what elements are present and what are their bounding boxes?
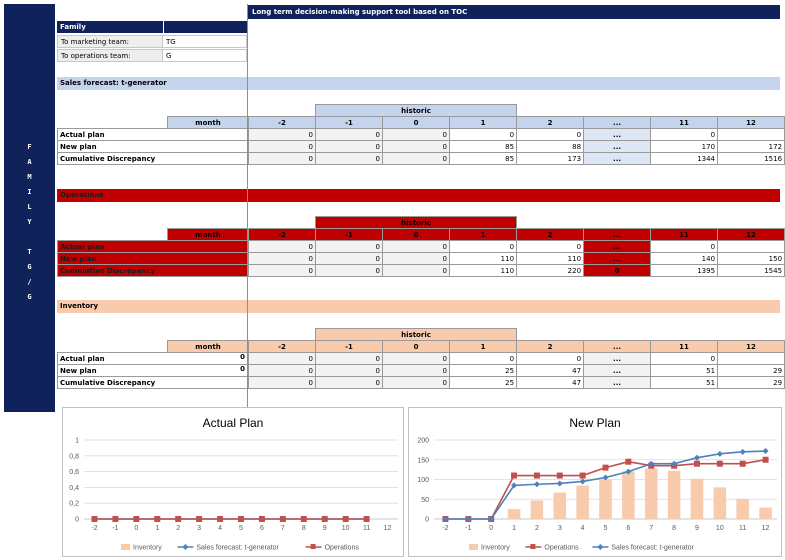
row-label: New plan — [60, 366, 97, 375]
table-row — [58, 377, 785, 389]
operations-team-row — [57, 49, 247, 62]
value-cell[interactable]: ... — [584, 153, 651, 165]
month-cell: 1 — [450, 229, 517, 241]
inventory-bar — [645, 468, 658, 519]
value-cell[interactable]: 0 — [383, 353, 450, 365]
row-label: Cumulative Discrepancy — [60, 154, 156, 163]
historic-header: historic — [316, 329, 517, 341]
x-tick-label: 12 — [761, 525, 770, 532]
operations-marker — [740, 461, 746, 467]
x-tick-label: 3 — [197, 525, 202, 532]
sidebar-letter — [4, 230, 55, 245]
value-cell[interactable]: 0 — [383, 365, 450, 377]
table-row — [58, 253, 785, 265]
inv-table — [57, 328, 785, 389]
y-tick-label: 50 — [421, 496, 429, 504]
inventory-bar — [531, 500, 544, 519]
value-cell[interactable]: 0 — [383, 377, 450, 389]
value-cell[interactable]: 85 — [450, 153, 517, 165]
y-tick-label: 0,6 — [69, 469, 79, 477]
value-cell[interactable]: 150 — [718, 253, 785, 265]
inventory-bar — [576, 485, 589, 519]
y-tick-label: 100 — [417, 477, 429, 484]
operations-marker — [534, 473, 540, 479]
y-tick-label: 200 — [417, 437, 429, 445]
value-cell[interactable] — [718, 353, 785, 365]
x-tick-label: 0 — [489, 525, 494, 532]
x-tick-label: 9 — [322, 525, 327, 532]
y-tick-label: 0,2 — [69, 500, 79, 508]
sidebar-letter: Y — [27, 218, 32, 226]
sidebar-letter: I — [27, 188, 32, 196]
value-cell[interactable]: 0 — [517, 129, 584, 141]
value-cell[interactable]: 47 — [517, 377, 584, 389]
operations-bar: Operations — [57, 189, 780, 202]
value-cell[interactable]: 0 — [383, 141, 450, 153]
row-marker: 0 — [240, 365, 245, 373]
sidebar-letter: T — [27, 248, 32, 256]
inventory-bar — [759, 508, 772, 519]
legend-label: Operations — [544, 544, 579, 552]
x-tick-label: -2 — [442, 525, 449, 532]
value-cell[interactable]: 88 — [517, 141, 584, 153]
value-cell[interactable]: 25 — [450, 377, 517, 389]
value-cell[interactable]: 0 — [249, 141, 316, 153]
operations-team-value[interactable]: G — [163, 49, 247, 62]
value-cell[interactable]: ... — [584, 253, 651, 265]
value-cell[interactable]: 0 — [450, 129, 517, 141]
sales-table — [57, 104, 785, 165]
table-row — [58, 141, 785, 153]
operations-marker — [112, 516, 118, 522]
sidebar-letter: M — [27, 173, 32, 181]
x-tick-label: 1 — [512, 525, 516, 532]
y-tick-label: 150 — [417, 457, 429, 465]
operations-marker — [301, 516, 307, 522]
operations-marker — [322, 516, 328, 522]
value-cell[interactable]: 173 — [517, 153, 584, 165]
y-tick-label: 0 — [75, 516, 79, 524]
value-cell[interactable]: 170 — [651, 141, 718, 153]
page-title: Long term decision-making support tool based on TOC — [248, 5, 780, 19]
operations-marker — [175, 516, 181, 522]
value-cell[interactable]: 1395 — [651, 265, 718, 277]
row-label: Cumulative Discrepancy — [60, 266, 156, 275]
x-tick-label: 6 — [259, 525, 264, 532]
sidebar-letters — [4, 140, 55, 305]
x-tick-label: 5 — [603, 525, 608, 532]
value-cell[interactable] — [718, 241, 785, 253]
x-tick-label: 10 — [715, 525, 724, 532]
value-cell[interactable]: 0 — [316, 353, 383, 365]
table-row — [58, 241, 785, 253]
value-cell[interactable]: 47 — [517, 365, 584, 377]
value-cell[interactable]: ... — [584, 377, 651, 389]
operations-marker — [154, 516, 160, 522]
sidebar-letter: A — [27, 158, 32, 166]
value-cell[interactable]: 1516 — [718, 153, 785, 165]
legend-label: Inventory — [481, 544, 510, 552]
operations-marker — [580, 473, 586, 479]
month-cell: 2 — [517, 341, 584, 353]
new-plan-svg — [409, 408, 781, 556]
y-tick-label: 0,8 — [69, 453, 79, 461]
ops-table — [57, 216, 785, 277]
family-header-separator — [163, 21, 164, 33]
operations-marker — [557, 473, 563, 479]
x-tick-label: 6 — [626, 525, 631, 532]
x-tick-label: 11 — [739, 525, 747, 532]
value-cell[interactable]: 0 — [584, 265, 651, 277]
value-cell[interactable]: 0 — [651, 241, 718, 253]
inventory-bar — [691, 479, 704, 519]
family-sidebar — [4, 4, 55, 412]
y-tick-label: 0,4 — [69, 484, 79, 492]
value-cell[interactable]: 29 — [718, 365, 785, 377]
value-cell[interactable]: 0 — [651, 353, 718, 365]
value-cell[interactable]: 110 — [450, 265, 517, 277]
value-cell[interactable]: 0 — [249, 129, 316, 141]
x-tick-label: 11 — [362, 525, 371, 532]
value-cell[interactable]: 0 — [316, 141, 383, 153]
row-label: Actual plan — [60, 242, 105, 251]
sidebar-letter: / — [27, 278, 32, 286]
legend-label: Sales forecast: t-generator — [196, 544, 279, 552]
marketing-team-label: To marketing team: — [57, 35, 163, 48]
legend-label: Sales forecast: t-generator — [611, 544, 694, 552]
inventory-bar — [736, 499, 749, 519]
marketing-team-row — [57, 35, 247, 48]
value-cell[interactable]: 0 — [383, 153, 450, 165]
value-cell[interactable]: 25 — [450, 365, 517, 377]
x-tick-label: 1 — [155, 525, 160, 532]
value-cell[interactable]: 51 — [651, 365, 718, 377]
value-cell[interactable] — [718, 129, 785, 141]
value-cell[interactable]: 0 — [316, 253, 383, 265]
operations-marker — [511, 473, 517, 479]
month-cell: -2 — [249, 117, 316, 129]
month-cell: 2 — [517, 229, 584, 241]
inventory-bar: Inventory — [57, 300, 780, 313]
x-tick-label: 12 — [383, 525, 392, 532]
operations-marker — [196, 516, 202, 522]
operations-marker — [217, 516, 223, 522]
legend-label: Operations — [324, 544, 359, 552]
value-cell[interactable]: 0 — [517, 241, 584, 253]
actual-plan-chart — [62, 407, 404, 557]
y-tick-label: 1 — [75, 437, 79, 445]
value-cell[interactable]: 0 — [249, 353, 316, 365]
operations-marker — [238, 516, 244, 522]
value-cell[interactable]: 0 — [249, 365, 316, 377]
inventory-bar — [553, 493, 566, 519]
sales-forecast-marker — [717, 451, 723, 457]
month-cell: -1 — [316, 341, 383, 353]
value-cell[interactable]: 0 — [651, 129, 718, 141]
x-tick-label: -1 — [112, 525, 119, 532]
month-cell: ... — [584, 341, 651, 353]
value-cell[interactable]: 0 — [316, 377, 383, 389]
row-label: Actual plan — [60, 354, 105, 363]
month-cell: 2 — [517, 117, 584, 129]
value-cell[interactable]: 1545 — [718, 265, 785, 277]
value-cell[interactable]: 0 — [383, 253, 450, 265]
month-cell: ... — [584, 117, 651, 129]
x-tick-label: -1 — [465, 525, 472, 532]
value-cell[interactable]: ... — [584, 365, 651, 377]
value-cell[interactable]: 0 — [249, 253, 316, 265]
row-label: New plan — [60, 254, 97, 263]
x-tick-label: 4 — [218, 525, 223, 532]
table-row — [58, 153, 785, 165]
operations-marker — [343, 516, 349, 522]
operations-marker — [259, 516, 265, 522]
legend-swatch-marker — [530, 544, 535, 549]
month-cell: 0 — [383, 117, 450, 129]
family-header: Family — [57, 21, 247, 33]
sales-forecast-marker — [534, 481, 540, 487]
value-cell[interactable]: 0 — [249, 377, 316, 389]
row-label: Actual plan — [60, 130, 105, 139]
legend-swatch-inventory — [121, 544, 130, 550]
month-cell: 1 — [450, 117, 517, 129]
month-header: month — [168, 117, 249, 129]
value-cell[interactable]: 0 — [316, 153, 383, 165]
month-cell: 0 — [383, 229, 450, 241]
sales-forecast-bar: Sales forecast: t-generator — [57, 77, 780, 90]
x-tick-label: 9 — [695, 525, 699, 532]
value-cell[interactable]: 0 — [383, 265, 450, 277]
value-cell[interactable]: 0 — [383, 241, 450, 253]
new-plan-title: New Plan — [569, 416, 621, 430]
x-tick-label: 8 — [672, 525, 677, 532]
legend-swatch-marker — [182, 544, 188, 550]
column-divider — [247, 4, 248, 414]
month-header: month — [168, 341, 249, 353]
x-tick-label: 5 — [239, 525, 243, 532]
value-cell[interactable]: 0 — [249, 153, 316, 165]
value-cell[interactable]: 0 — [383, 129, 450, 141]
marketing-team-value[interactable]: TG — [163, 35, 247, 48]
value-cell[interactable]: 0 — [450, 241, 517, 253]
actual-plan-svg — [63, 408, 403, 556]
month-cell: 12 — [718, 117, 785, 129]
operations-marker — [763, 457, 769, 463]
value-cell[interactable]: ... — [584, 129, 651, 141]
operations-marker — [694, 461, 700, 467]
sales-forecast-marker — [740, 449, 746, 455]
month-cell: 12 — [718, 341, 785, 353]
month-cell: ... — [584, 229, 651, 241]
operations-marker — [603, 465, 609, 471]
value-cell[interactable]: 140 — [651, 253, 718, 265]
month-cell: 12 — [718, 229, 785, 241]
value-cell[interactable]: 0 — [316, 129, 383, 141]
x-tick-label: 7 — [649, 525, 654, 532]
operations-marker — [133, 516, 139, 522]
x-tick-label: 4 — [580, 525, 585, 532]
value-cell[interactable]: 110 — [450, 253, 517, 265]
x-tick-label: 8 — [301, 525, 306, 532]
sales-forecast-marker — [763, 448, 769, 454]
row-marker: 0 — [240, 353, 245, 361]
legend-swatch-inventory — [469, 544, 478, 550]
actual-plan-title: Actual Plan — [202, 416, 264, 430]
inventory-bar — [508, 509, 521, 519]
value-cell[interactable]: 110 — [517, 253, 584, 265]
value-cell[interactable]: 0 — [316, 365, 383, 377]
operations-marker — [91, 516, 97, 522]
legend-swatch-marker — [597, 544, 603, 550]
new-plan-chart — [408, 407, 782, 557]
sidebar-letter: L — [27, 203, 32, 211]
value-cell[interactable]: 0 — [517, 353, 584, 365]
table-row — [58, 129, 785, 141]
month-cell: 11 — [651, 229, 718, 241]
value-cell[interactable]: 85 — [450, 141, 517, 153]
month-header: month — [168, 229, 249, 241]
sales-forecast-marker — [557, 480, 563, 486]
value-cell[interactable]: ... — [584, 241, 651, 253]
table-row — [58, 365, 785, 377]
sidebar-letter: G — [27, 293, 32, 301]
value-cell[interactable]: 172 — [718, 141, 785, 153]
value-cell[interactable]: ... — [584, 141, 651, 153]
value-cell[interactable]: 0 — [450, 353, 517, 365]
value-cell[interactable]: 0 — [316, 265, 383, 277]
x-tick-label: 0 — [134, 525, 139, 532]
inventory-bar — [599, 480, 612, 520]
x-tick-label: -2 — [91, 525, 98, 532]
operations-marker — [717, 461, 723, 467]
value-cell[interactable]: 29 — [718, 377, 785, 389]
legend-label: Inventory — [133, 544, 162, 552]
month-cell: -1 — [316, 117, 383, 129]
y-tick-label: 0 — [425, 516, 429, 524]
sidebar-letter: F — [27, 143, 32, 151]
row-label: New plan — [60, 142, 97, 151]
operations-marker — [280, 516, 286, 522]
x-tick-label: 2 — [534, 525, 539, 532]
value-cell[interactable]: 0 — [316, 241, 383, 253]
month-cell: -1 — [316, 229, 383, 241]
operations-marker — [364, 516, 370, 522]
month-cell: 11 — [651, 341, 718, 353]
value-cell[interactable]: 51 — [651, 377, 718, 389]
inventory-bar — [622, 471, 635, 519]
value-cell[interactable]: 0 — [249, 265, 316, 277]
row-label: Cumulative Discrepancy — [60, 378, 156, 387]
month-cell: -2 — [249, 229, 316, 241]
month-cell: -2 — [249, 341, 316, 353]
historic-header: historic — [316, 217, 517, 229]
legend-swatch-marker — [311, 544, 316, 549]
operations-marker — [625, 459, 631, 465]
operations-team-label: To operations team: — [57, 49, 163, 62]
table-row — [58, 353, 785, 365]
x-tick-label: 3 — [557, 525, 562, 532]
month-cell: 11 — [651, 117, 718, 129]
table-row — [58, 265, 785, 277]
x-tick-label: 7 — [280, 525, 285, 532]
value-cell[interactable]: 1344 — [651, 153, 718, 165]
historic-header: historic — [316, 105, 517, 117]
x-tick-label: 2 — [176, 525, 181, 532]
x-tick-label: 10 — [341, 525, 350, 532]
value-cell[interactable]: ... — [584, 353, 651, 365]
sidebar-letter: G — [27, 263, 32, 271]
value-cell[interactable]: 220 — [517, 265, 584, 277]
inventory-bar — [668, 471, 681, 519]
month-cell: 0 — [383, 341, 450, 353]
inventory-bar — [714, 487, 727, 519]
month-cell: 1 — [450, 341, 517, 353]
value-cell[interactable]: 0 — [249, 241, 316, 253]
